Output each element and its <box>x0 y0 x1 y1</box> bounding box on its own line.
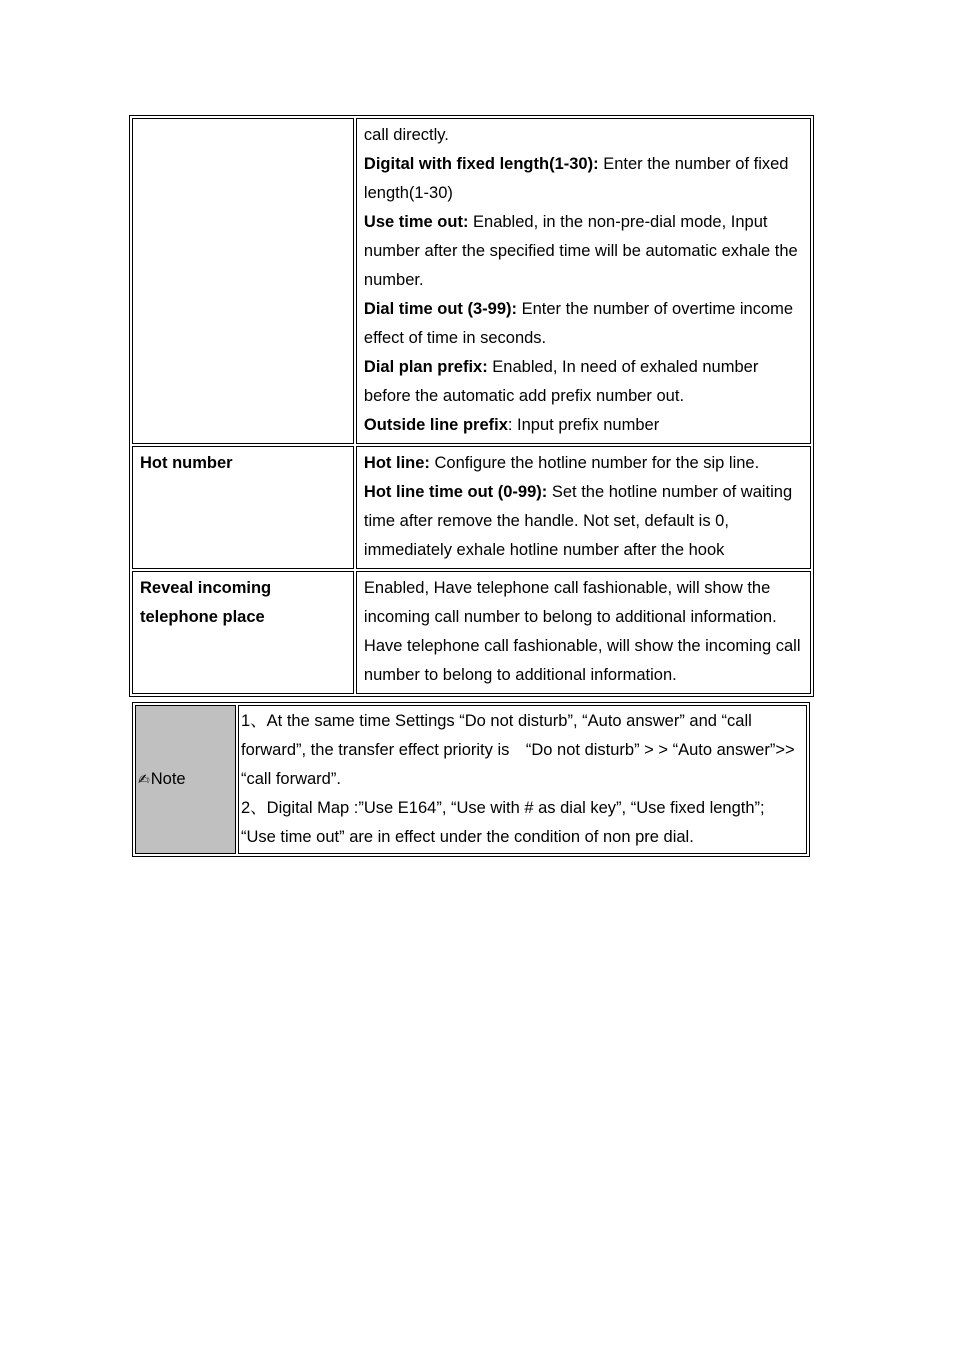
note-item: 2、Digital Map :”Use E164”, “Use with # as dial key”, “Use fixed length”; “Use time out” are in effect under the condition of non pre dial. <box>241 799 765 846</box>
note-label: Note <box>150 770 186 788</box>
note-box <box>132 702 810 857</box>
table-row <box>132 118 811 444</box>
desc-line: call directly. <box>363 126 449 144</box>
desc-line: Outside line prefix: Input prefix number <box>363 416 660 434</box>
desc-line: Digital with fixed length(1-30): Enter the number of fixed length(1-30) <box>363 155 789 202</box>
desc-line: Hot line: Configure the hotline number for the sip line. <box>363 454 760 472</box>
row-label: Hot number <box>132 446 354 569</box>
note-item: 1、At the same time Settings “Do not disturb”, “Auto answer” and “call forward”, the transfer effect priority is “Do not disturb” > > “Auto answer”>> “call forward”. <box>241 712 795 788</box>
pen-icon: ✍ <box>138 771 150 787</box>
row-description <box>356 446 811 569</box>
settings-table <box>129 115 814 697</box>
note-body <box>238 705 807 854</box>
desc-line: Dial time out (3-99): Enter the number of overtime income effect of time in seconds. <box>363 300 794 347</box>
desc-line: Use time out: Enabled, in the non-pre-dial mode, Input number after the specified time will be automatic exhale the number. <box>363 213 798 289</box>
desc-line: Enabled, Have telephone call fashionable, will show the incoming call number to belong to additional information. Have telephone call fashionable, will show the incoming call number to belong to additional information. <box>363 579 801 684</box>
note-label-cell <box>135 705 236 854</box>
row-label <box>132 118 354 444</box>
row-description <box>356 118 811 444</box>
note-row <box>135 705 807 854</box>
desc-line: Hot line time out (0-99): Set the hotline number of waiting time after remove the handle. Not set, default is 0, immediately exhale hotline number after the hook <box>363 483 793 559</box>
table-row <box>132 446 811 569</box>
row-description <box>356 571 811 694</box>
row-label: Reveal incoming telephone place <box>132 571 354 694</box>
desc-line: Dial plan prefix: Enabled, In need of exhaled number before the automatic add prefix number out. <box>363 358 759 405</box>
table-row <box>132 571 811 694</box>
